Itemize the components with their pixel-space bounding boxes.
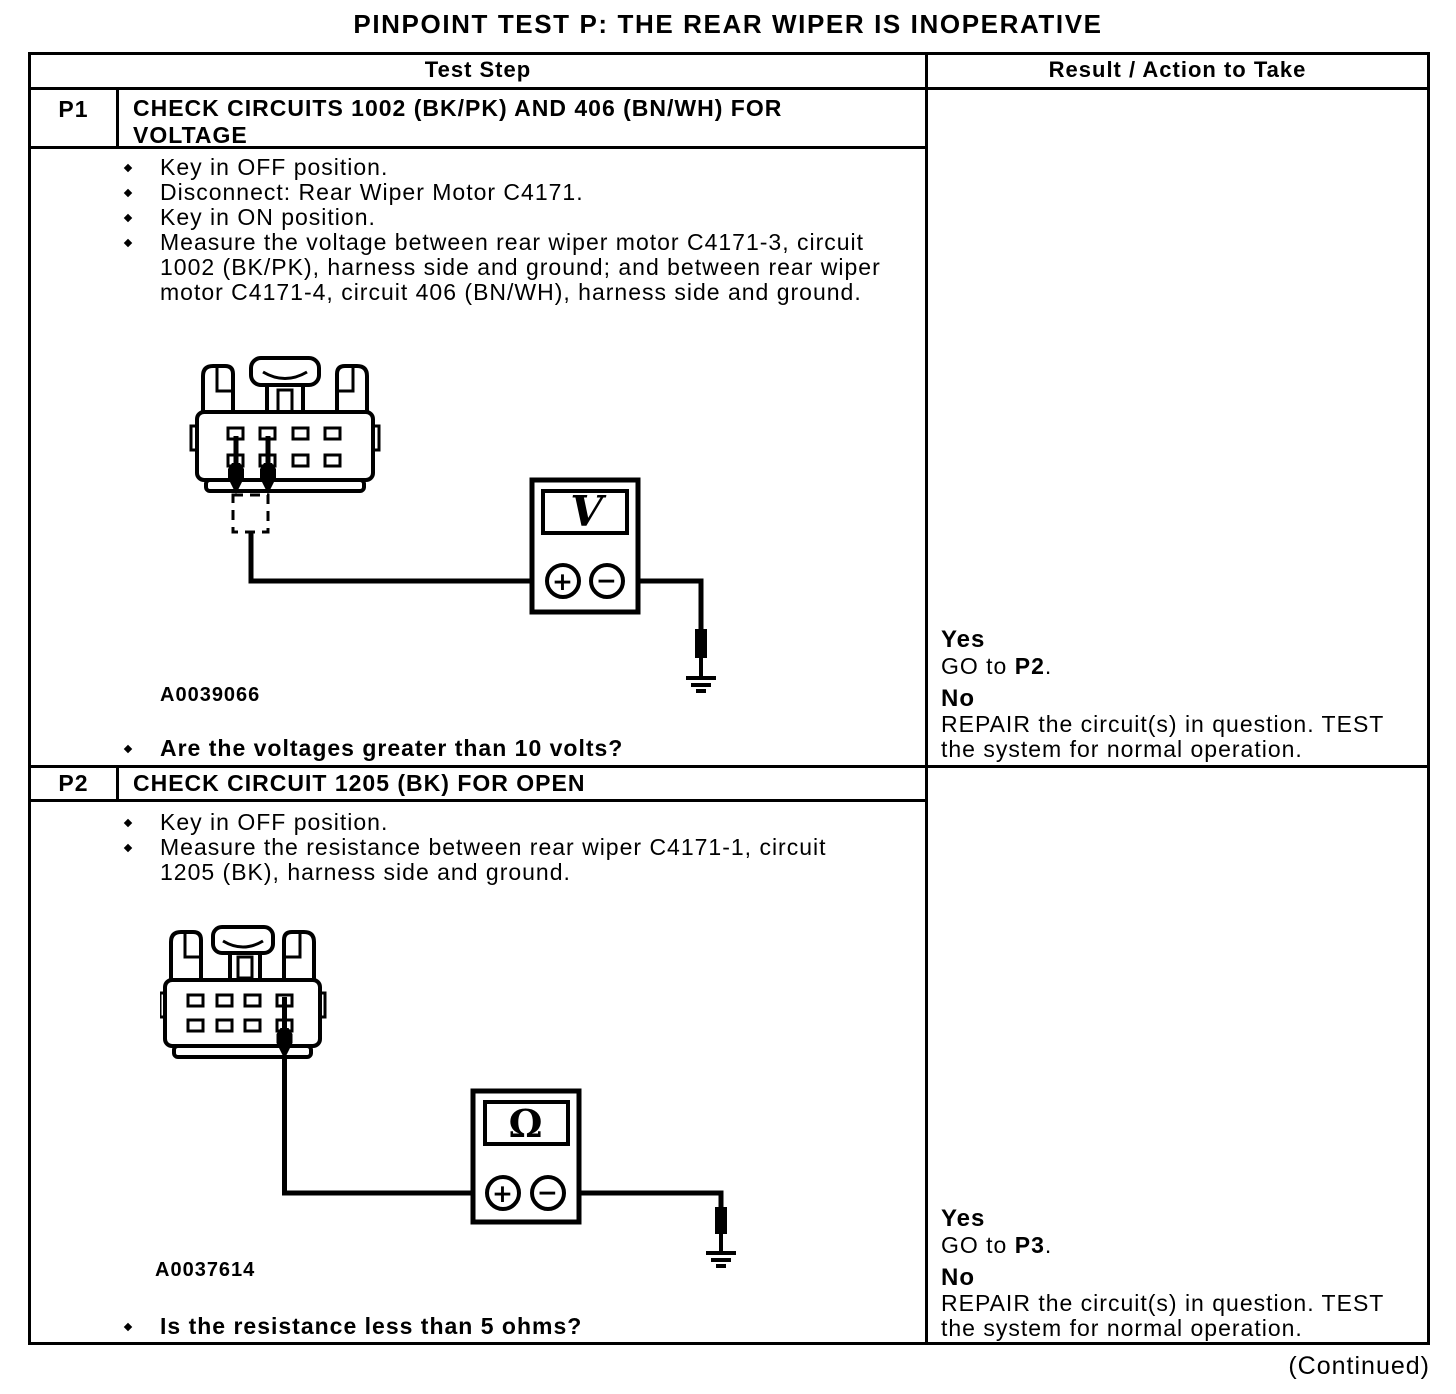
plus-terminal-label: +	[492, 1179, 514, 1208]
instruction-item	[122, 810, 860, 835]
yes-action-target: P3	[1014, 1232, 1045, 1258]
no-label: No	[941, 1264, 975, 1291]
step-p1-question	[122, 736, 920, 761]
bullet-icon	[122, 155, 160, 171]
minus-terminal-label: −	[596, 566, 618, 595]
bullet-icon	[122, 810, 160, 826]
meter-display-symbol: Ω	[508, 1101, 544, 1146]
instruction-text: Key in ON position.	[160, 204, 376, 230]
instruction-item	[122, 180, 905, 205]
result-action-p1	[941, 626, 1419, 762]
instruction-item	[122, 155, 905, 180]
bullet-icon	[122, 1314, 160, 1330]
instruction-text: Disconnect: Rear Wiper Motor C4171.	[160, 179, 584, 205]
meter-display-symbol: V	[570, 487, 604, 536]
question-text: Are the voltages greater than 10 volts?	[160, 735, 624, 761]
step-title-p2: CHECK CIRCUIT 1205 (BK) FOR OPEN	[133, 770, 586, 796]
question-text: Is the resistance less than 5 ohms?	[160, 1313, 583, 1339]
minus-terminal-label: −	[537, 1178, 559, 1207]
bullet-icon	[122, 835, 160, 851]
step-id-p2: P2	[58, 770, 89, 796]
p1-voltage-test-diagram	[150, 352, 730, 712]
no-action: REPAIR the circuit(s) in question. TEST the system for normal operation.	[941, 711, 1384, 762]
no-label: No	[941, 685, 975, 712]
continued-label: (Continued)	[1288, 1352, 1430, 1380]
p2-resistance-test-diagram	[160, 925, 770, 1285]
figure-id-label: A0039066	[160, 684, 261, 706]
yes-action-suffix: .	[1044, 1232, 1053, 1258]
instruction-item	[122, 835, 860, 885]
bullet-icon	[122, 205, 160, 221]
yes-action-target: P2	[1014, 653, 1045, 679]
instruction-text: Measure the resistance between rear wiper C4171-1, circuit 1205 (BK), harness side and ground.	[160, 834, 827, 885]
instruction-item	[122, 205, 905, 230]
column-header-result: Result / Action to Take	[1048, 57, 1307, 82]
column-divider-line	[925, 52, 928, 1345]
p2-title-divider-line	[28, 799, 928, 802]
instruction-text: Key in OFF position.	[160, 154, 389, 180]
yes-label: Yes	[941, 1205, 986, 1232]
measurement-dashed-box	[233, 495, 268, 532]
instruction-text: Measure the voltage between rear wiper motor C4171-3, circuit 1002 (BK/PK), harness side and ground; and between rear wiper motor C4171-4, circuit 406 (BN/WH), harness side and ground.	[160, 229, 881, 305]
p1-diagram-art	[191, 358, 716, 691]
figure-id-label: A0037614	[155, 1259, 256, 1281]
bullet-icon	[122, 230, 160, 246]
yes-label: Yes	[941, 626, 986, 653]
result-action-p2	[941, 1205, 1419, 1341]
ground-icon	[706, 1207, 736, 1266]
step-p2-instruction-list	[122, 810, 860, 885]
connector-icon	[191, 358, 379, 491]
bullet-icon	[122, 180, 160, 196]
row-separator-line	[28, 765, 1430, 768]
connector-icon	[160, 927, 325, 1057]
step-title-p1: CHECK CIRCUITS 1002 (BK/PK) AND 406 (BN/WH) FOR VOLTAGE	[133, 95, 783, 148]
instruction-item	[122, 230, 905, 305]
yes-action-prefix: GO to	[941, 1232, 1015, 1258]
step-id-p1: P1	[58, 96, 89, 122]
ground-icon	[686, 629, 716, 691]
yes-action-suffix: .	[1044, 653, 1053, 679]
yes-action	[941, 1232, 1419, 1258]
page-title: PINPOINT TEST P: THE REAR WIPER IS INOPERATIVE	[353, 9, 1103, 39]
p1-id-divider-line	[116, 87, 119, 149]
header-divider-line	[28, 87, 1430, 90]
p2-id-divider-line	[116, 765, 119, 802]
yes-action	[941, 653, 1419, 679]
column-header-test-step: Test Step	[424, 57, 532, 82]
instruction-text: Key in OFF position.	[160, 809, 389, 835]
plus-terminal-label: +	[552, 567, 574, 596]
bullet-icon	[122, 736, 160, 752]
no-action: REPAIR the circuit(s) in question. TEST the system for normal operation.	[941, 1290, 1384, 1341]
p2-diagram-art	[160, 927, 736, 1266]
yes-action-prefix: GO to	[941, 653, 1015, 679]
step-p2-question	[122, 1314, 920, 1339]
step-p1-instruction-list	[122, 155, 905, 305]
